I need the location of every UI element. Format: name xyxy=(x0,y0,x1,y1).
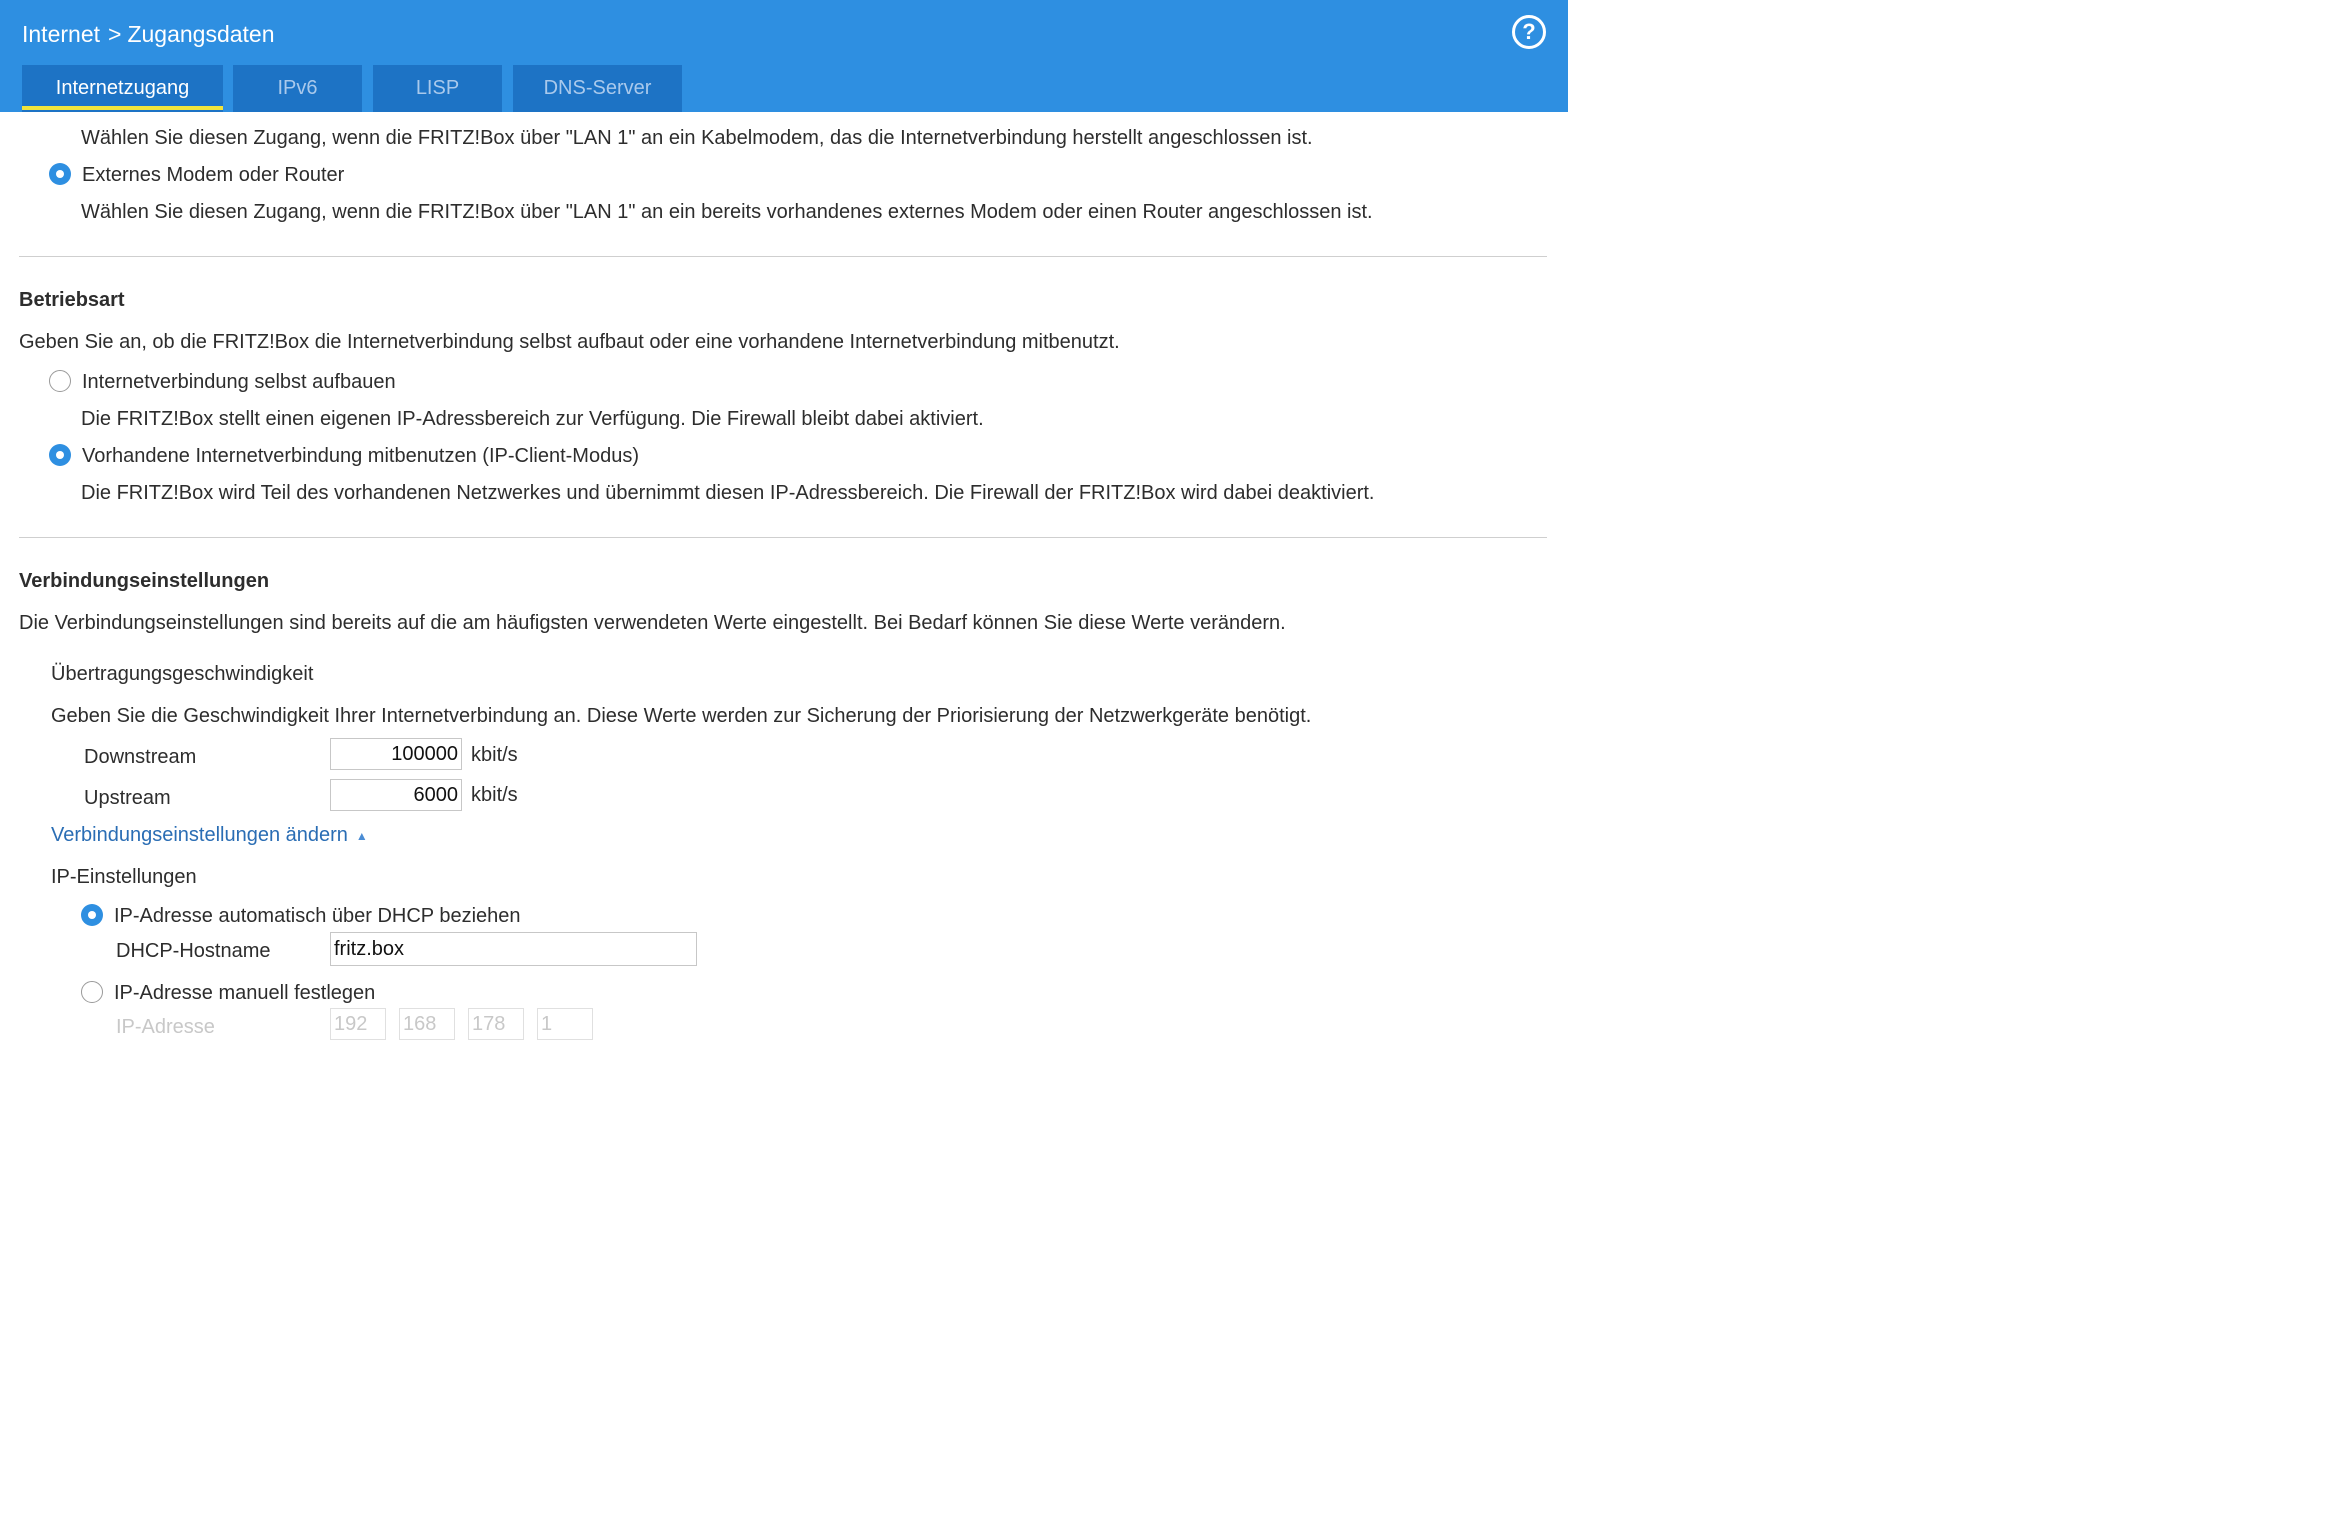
own-connection-radio[interactable] xyxy=(49,370,71,392)
upstream-label: Upstream xyxy=(84,787,171,809)
mode-heading: Betriebsart xyxy=(19,289,125,311)
breadcrumb-zugangsdaten: Zugangsdaten xyxy=(127,20,275,47)
tab-ipv6[interactable]: IPv6 xyxy=(233,65,362,112)
tab-internetzugang[interactable]: Internetzugang xyxy=(22,65,223,112)
ip-client-radio[interactable] xyxy=(49,444,71,466)
downstream-input[interactable] xyxy=(330,738,462,770)
dhcp-hostname-input[interactable] xyxy=(330,932,697,966)
ip-octet-3-input[interactable] xyxy=(468,1008,524,1040)
ip-settings-heading: IP-Einstellungen xyxy=(51,866,197,888)
cable-modem-description: Wählen Sie diesen Zugang, wenn die FRITZ!Box über "LAN 1" an ein Kabelmodem, das die Internetverbindung herstellt angeschlossen ist. xyxy=(81,127,1313,149)
speed-description: Geben Sie die Geschwindigkeit Ihrer Internetverbindung an. Diese Werte werden zur Sicherung der Priorisierung der Netzwerkgeräte benötigt. xyxy=(51,705,1312,727)
section-divider xyxy=(19,537,1547,538)
connection-heading: Verbindungseinstellungen xyxy=(19,570,270,592)
dhcp-label[interactable]: IP-Adresse automatisch über DHCP beziehen xyxy=(114,905,521,927)
downstream-unit: kbit/s xyxy=(471,744,518,766)
ip-client-description: Die FRITZ!Box wird Teil des vorhandenen Netzwerkes und übernimmt diesen IP-Adressbereich. Die Firewall der FRITZ!Box wird dabei deaktiviert. xyxy=(81,482,1375,504)
external-modem-radio[interactable] xyxy=(49,163,71,185)
arrow-up-icon: ▲ xyxy=(355,829,368,843)
help-icon[interactable]: ? xyxy=(1512,15,1546,49)
ip-client-label[interactable]: Vorhandene Internetverbindung mitbenutzen (IP-Client-Modus) xyxy=(82,445,639,467)
dhcp-radio[interactable] xyxy=(81,904,103,926)
manual-ip-radio[interactable] xyxy=(81,981,103,1003)
manual-ip-label[interactable]: IP-Adresse manuell festlegen xyxy=(114,982,376,1004)
connection-description: Die Verbindungseinstellungen sind bereits auf die am häufigsten verwendeten Werte eingestellt. Bei Bedarf können Sie diese Werte verändern. xyxy=(19,612,1286,634)
fritzbox-settings-page xyxy=(0,0,1568,1038)
change-connection-settings-label: Verbindungseinstellungen ändern xyxy=(51,824,348,846)
breadcrumb-internet[interactable]: Internet xyxy=(22,20,100,47)
tab-dns-server[interactable]: DNS-Server xyxy=(513,65,682,112)
upstream-unit: kbit/s xyxy=(471,784,518,806)
ip-octet-4-input[interactable] xyxy=(537,1008,593,1040)
own-connection-description: Die FRITZ!Box stellt einen eigenen IP-Adressbereich zur Verfügung. Die Firewall bleibt dabei aktiviert. xyxy=(81,408,984,430)
chevron-right-icon: > xyxy=(108,20,122,47)
ip-octet-1-input[interactable] xyxy=(330,1008,386,1040)
ip-address-label: IP-Adresse xyxy=(116,1016,215,1038)
breadcrumb xyxy=(22,18,275,50)
external-modem-label[interactable]: Externes Modem oder Router xyxy=(82,164,345,186)
external-modem-description: Wählen Sie diesen Zugang, wenn die FRITZ!Box über "LAN 1" an ein bereits vorhandenes externes Modem oder einen Router angeschlossen ist. xyxy=(81,201,1373,223)
speed-heading: Übertragungsgeschwindigkeit xyxy=(51,663,314,685)
tab-lisp[interactable]: LISP xyxy=(373,65,502,112)
own-connection-label[interactable]: Internetverbindung selbst aufbauen xyxy=(82,371,396,393)
dhcp-hostname-label: DHCP-Hostname xyxy=(116,940,271,962)
mode-description: Geben Sie an, ob die FRITZ!Box die Internetverbindung selbst aufbaut oder eine vorhandene Internetverbindung mitbenutzt. xyxy=(19,331,1120,353)
ip-octet-2-input[interactable] xyxy=(399,1008,455,1040)
downstream-label: Downstream xyxy=(84,746,197,768)
header-bar xyxy=(0,0,1568,112)
upstream-input[interactable] xyxy=(330,779,462,811)
change-connection-settings-link[interactable] xyxy=(51,824,368,847)
section-divider xyxy=(19,256,1547,257)
main-content xyxy=(0,112,1568,1038)
